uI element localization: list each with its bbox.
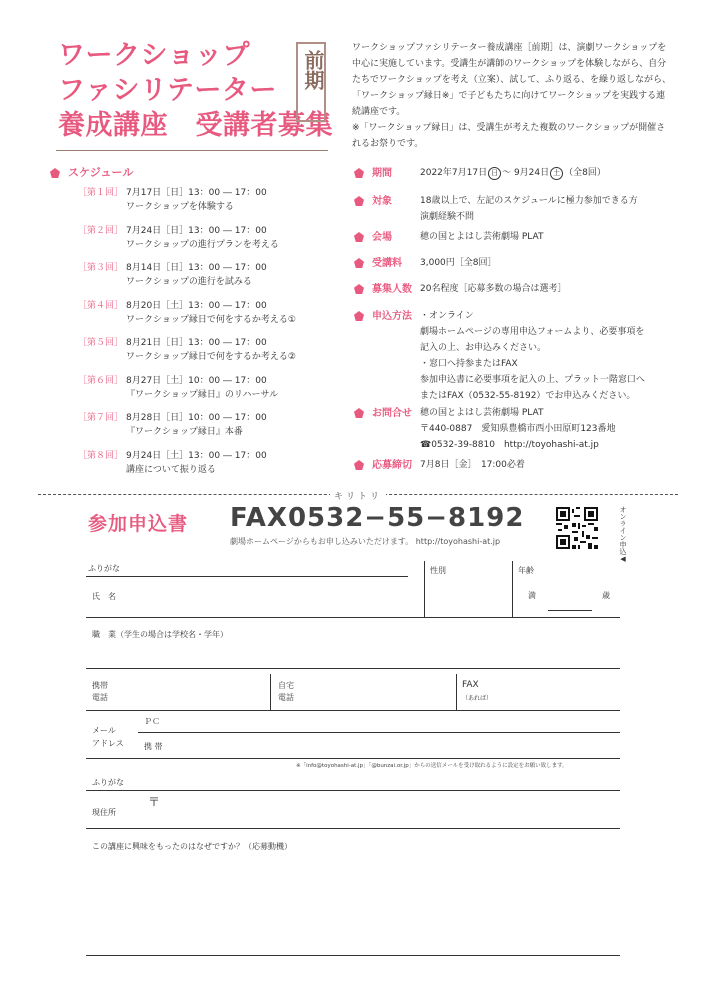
page-title	[58, 38, 333, 143]
pc-mail-label: ＰＣ	[144, 717, 160, 726]
intro-paragraph-1: ワークショップファシリテーター養成講座［前期］は、演劇ワークショップを中心に実施しています。受講生が講師のワークショップを体験しながら、自分たちでワークショップを考え（立案）、試して、ふり返る、を繰り返しながら、「ワークショップ縁日※」で子どもたちに向けてワークショップを実践する連続講座です。	[352, 43, 672, 117]
name-label: 氏 名	[92, 592, 116, 601]
age-label: 年齢	[518, 566, 534, 575]
online-apply-label[interactable]: オンライン申込◀	[619, 506, 627, 563]
intro-text	[352, 40, 672, 152]
pentagon-icon	[354, 232, 364, 242]
pentagon-icon	[354, 460, 364, 470]
pentagon-icon	[354, 311, 364, 321]
schedule-heading: スケジュール	[50, 164, 133, 180]
schedule-item: ［第８回］ 9月24日［土］13：00 ― 17：00 講座について振り返る	[78, 450, 267, 475]
cut-label: キリトリ	[330, 489, 386, 502]
schedule-item: ［第５回］ 8月21日［日］13：00 ― 17：00 ワークショップ縁日で何をするか考える②	[78, 338, 296, 362]
age-unit-label: 歳	[602, 591, 610, 600]
pentagon-icon	[354, 408, 364, 418]
furigana-label: ふりがな	[88, 564, 120, 573]
fax-label: FAX	[462, 680, 479, 690]
schedule-item: ［第４回］ 8月20日［土］13：00 ― 17：00 ワークショップ縁日で何をするか考える①	[78, 300, 296, 325]
online-note: 劇場ホームページからもお申し込みいただけます。 http://toyohashi-at.jp	[230, 537, 501, 546]
age-full-label: 満	[528, 591, 536, 600]
mobile-mail-label: 携 帯	[144, 742, 163, 751]
mobile-phone-label-2: 電話	[92, 693, 108, 702]
home-phone-label-1: 自宅	[278, 681, 294, 690]
pentagon-icon	[354, 196, 364, 206]
mail-label-1: メール	[92, 726, 116, 735]
term-badge: 前期	[296, 42, 326, 122]
schedule-item: ［第２回］ 7月24日［日］13：00 ― 17：00 ワークショップの進行プランを考える	[78, 225, 279, 250]
title-line-3: 養成講座 受講者募集	[58, 110, 333, 141]
schedule-item: ［第３回］ 8月14日［日］13：00 ― 17：00 ワークショップの進行を試みる	[78, 263, 267, 287]
pentagon-icon	[354, 258, 364, 268]
fax-number: FAX0532−55−8192	[230, 503, 525, 533]
mail-label-2: アドレス	[92, 739, 124, 748]
gender-label: 性別	[430, 566, 446, 575]
schedule-item: ［第７回］ 8月28日［日］10：00 ― 17：00 『ワークショップ縁日』本番	[78, 413, 267, 437]
schedule-item: ［第６回］ 8月27日［土］10：00 ― 17：00 『ワークショップ縁日』のリハーサル	[78, 375, 279, 400]
schedule-list	[78, 185, 348, 485]
cut-line	[38, 489, 678, 501]
mobile-phone-label-1: 携帯	[92, 681, 108, 690]
title-line-1: ワークショップ	[58, 40, 250, 71]
pentagon-icon	[354, 168, 364, 178]
title-divider	[56, 150, 328, 151]
furigana2-label: ふりがな	[92, 778, 124, 787]
schedule-item: ［第１回］ 7月17日［日］13：00 ― 17：00 ワークショップを体験する	[78, 188, 267, 212]
address-label: 現住所	[92, 808, 116, 817]
title-line-2: ファシリテーター	[58, 75, 277, 106]
qr-code-icon[interactable]	[556, 507, 598, 549]
mail-note: ※「info@toyohashi-at.jp」「@bunzai.or.jp」からの送信メールを受け取れるように設定をお願い致します。	[296, 763, 568, 769]
home-phone-label-2: 電話	[278, 693, 294, 702]
reason-label: この講座に興味をもったのはなぜですか？（応募動機）	[92, 842, 292, 851]
occupation-label: 職 業（学生の場合は学校名・学年）	[92, 630, 228, 639]
pentagon-icon	[50, 168, 60, 178]
fax-note: （あれば）	[462, 695, 493, 702]
postal-mark: 〒	[148, 795, 161, 809]
pentagon-icon	[354, 284, 364, 294]
form-title: 参加申込書	[88, 513, 189, 535]
intro-paragraph-2: ※「ワークショップ縁日」は、受講生が考えた複数のワークショップが開催されるお祭りです。	[352, 123, 666, 149]
